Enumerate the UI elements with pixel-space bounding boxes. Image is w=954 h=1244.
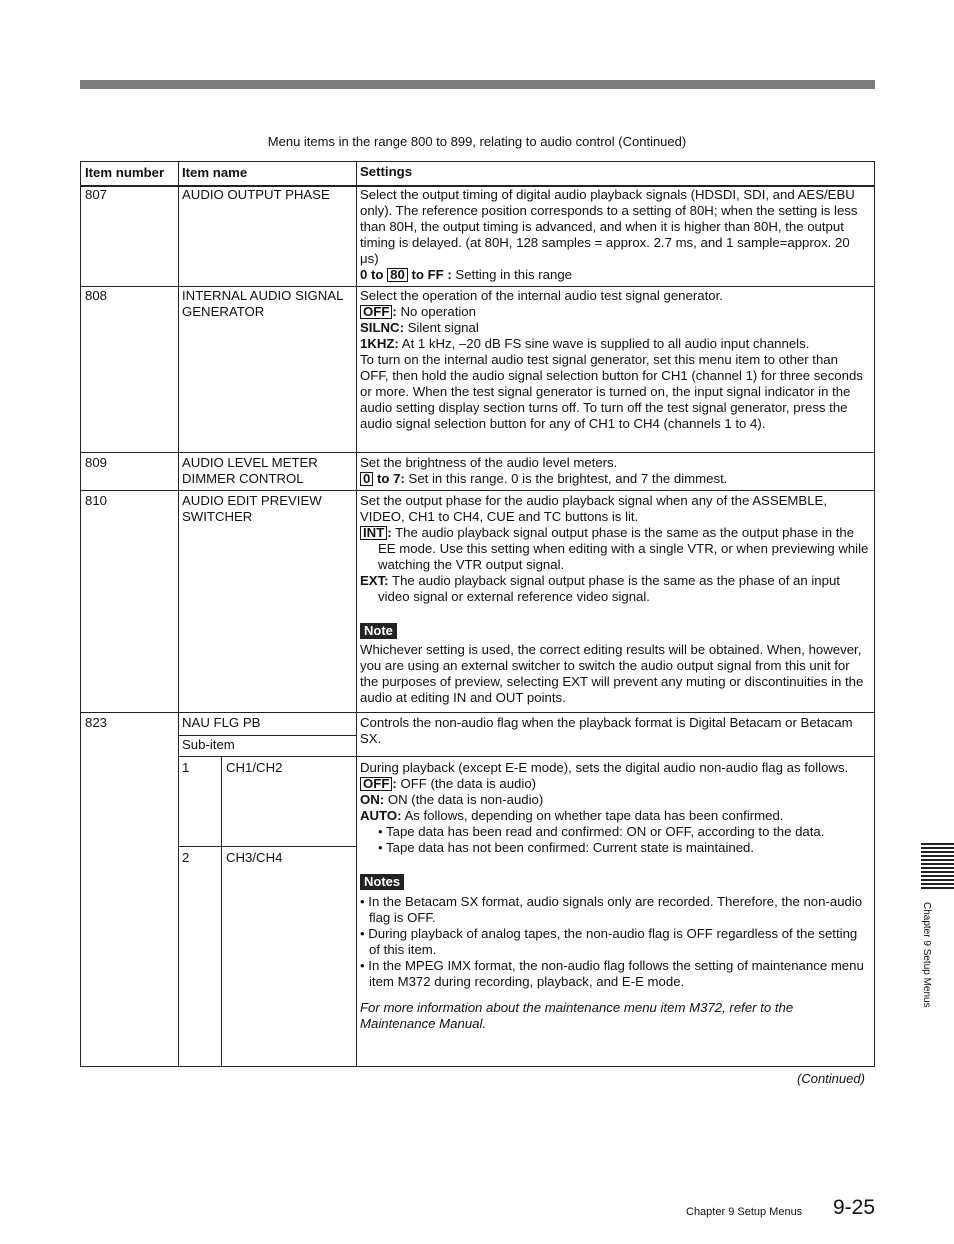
subitem-header: Sub-item (182, 737, 235, 752)
item-name-807: AUDIO OUTPUT PHASE (182, 187, 330, 202)
row-divider (81, 452, 874, 453)
column-divider (221, 756, 222, 1066)
item-name-810: AUDIO EDIT PREVIEW SWITCHER (182, 493, 322, 524)
row-divider (81, 490, 874, 491)
settings-807: Select the output timing of digital audio playback signals (HDSDI, SDI, and AES/EBU only). The reference position corresponds to a setting of 80H; when the setting is less than 80H, the output timing is advanced, and when it is higher than 80H, the output timing is delayed. (at 80H, 128 samples = approx. 2.7 ms, and 1 sample=approx. 20 μs) 0 to 80 to FF : Setting in this range (360, 187, 858, 282)
settings-809: Set the brightness of the audio level meters. 0 to 7: Set in this range. 0 is the brightest, and 7 the dimmest. (360, 455, 728, 486)
column-divider (178, 162, 179, 1066)
chapter-tab-mark (921, 843, 954, 889)
page-number: 9-25 (833, 1196, 876, 1219)
header-rule (80, 80, 875, 89)
item-name-809: AUDIO LEVEL METER DIMMER CONTROL (182, 455, 318, 486)
item-name-823: NAU FLG PB (182, 715, 261, 730)
settings-808: Select the operation of the internal audio test signal generator. OFF : No operation SILNC: Silent signal 1KHZ: At 1 kHz, –20 dB FS sine wave is supplied to all audio input channels. To turn on the internal audio test signal generator, set this menu item to other than OFF, then hold the audio signal selection button for CH1 (channel 1) for three seconds or more. When the test signal generator is turned on, the input signal indicator in the audio setting display section turns off. To turn off the test signal generator, press the audio signal selection button for any of CH1 to CH4 (channels 1 to 4). (360, 288, 863, 431)
settings-table (80, 161, 875, 1067)
subitem-divider (178, 756, 874, 757)
notes-tag: Notes (360, 874, 404, 890)
subitem-name-2: CH3/CH4 (226, 850, 283, 865)
item-number-808: 808 (85, 288, 108, 303)
subitem-number-1: 1 (182, 760, 190, 775)
settings-823-main: Controls the non-audio flag when the playback format is Digital Betacam or Betacam SX. (360, 715, 853, 746)
subitem-divider (178, 846, 356, 847)
item-number-807: 807 (85, 187, 108, 202)
settings-823-sub: During playback (except E-E mode), sets the digital audio non-audio flag as follows. OFF : OFF (the data is audio) ON: ON (the data is non-audio) AUTO: As follows, depending on whether tape data has been confirmed. • Tape data has been read and confirmed: ON or OFF, according to the data. • Tape data has not been confirmed: Current state is maintained. Notes • In the Betacam SX format, audio signals only are recorded. Therefore, the non-audio flag is OFF. • During playback of analog tapes, the non-audio flag is OFF regardless of the setting of this item. • In the MPEG IMX format, the non-audio flag follows the setting of maintenance menu item M372 during recording, playback, and E-E mode. For more information about the maintenance menu item M372, refer to the Maintenance Manual. (360, 760, 864, 1031)
item-number-809: 809 (85, 455, 108, 470)
item-number-810: 810 (85, 493, 108, 508)
continued-label: (Continued) (797, 1071, 865, 1086)
item-name-808: INTERNAL AUDIO SIGNAL GENERATOR (182, 288, 343, 319)
chapter-side-label: Chapter 9 Setup Menus (921, 902, 932, 1008)
header-item-number: Item number (85, 165, 165, 180)
row-divider (81, 712, 874, 713)
column-divider (356, 162, 357, 1066)
item-number-823: 823 (85, 715, 108, 730)
subitem-name-1: CH1/CH2 (226, 760, 283, 775)
footer-chapter: Chapter 9 Setup Menus (686, 1206, 803, 1218)
subitem-number-2: 2 (182, 850, 190, 865)
header-item-name: Item name (182, 165, 248, 180)
note-tag: Note (360, 623, 397, 639)
table-caption: Menu items in the range 800 to 899, relating to audio control (Continued) (267, 134, 687, 149)
row-divider (81, 286, 874, 287)
subitem-divider (178, 735, 356, 736)
settings-810: Set the output phase for the audio playback signal when any of the ASSEMBLE, VIDEO, CH1 to CH4, CUE and TC buttons is lit. INT : The audio playback signal output phase is the same as the output phase in the EE mode. Use this setting when editing with a single VTR, or when previewing while watching the VTR output signal. EXT: The audio playback signal output phase is the same as the phase of an input video signal or external reference video signal. Note Whichever setting is used, the correct editing results will be obtained. When, however, you are using an external switcher to switch the audio output signal from this unit for the purposes of preview, selecting EXT will prevent any muting or discontinuities in the audio at editing IN and OUT points. (360, 493, 869, 705)
header-settings: Settings (360, 164, 413, 179)
